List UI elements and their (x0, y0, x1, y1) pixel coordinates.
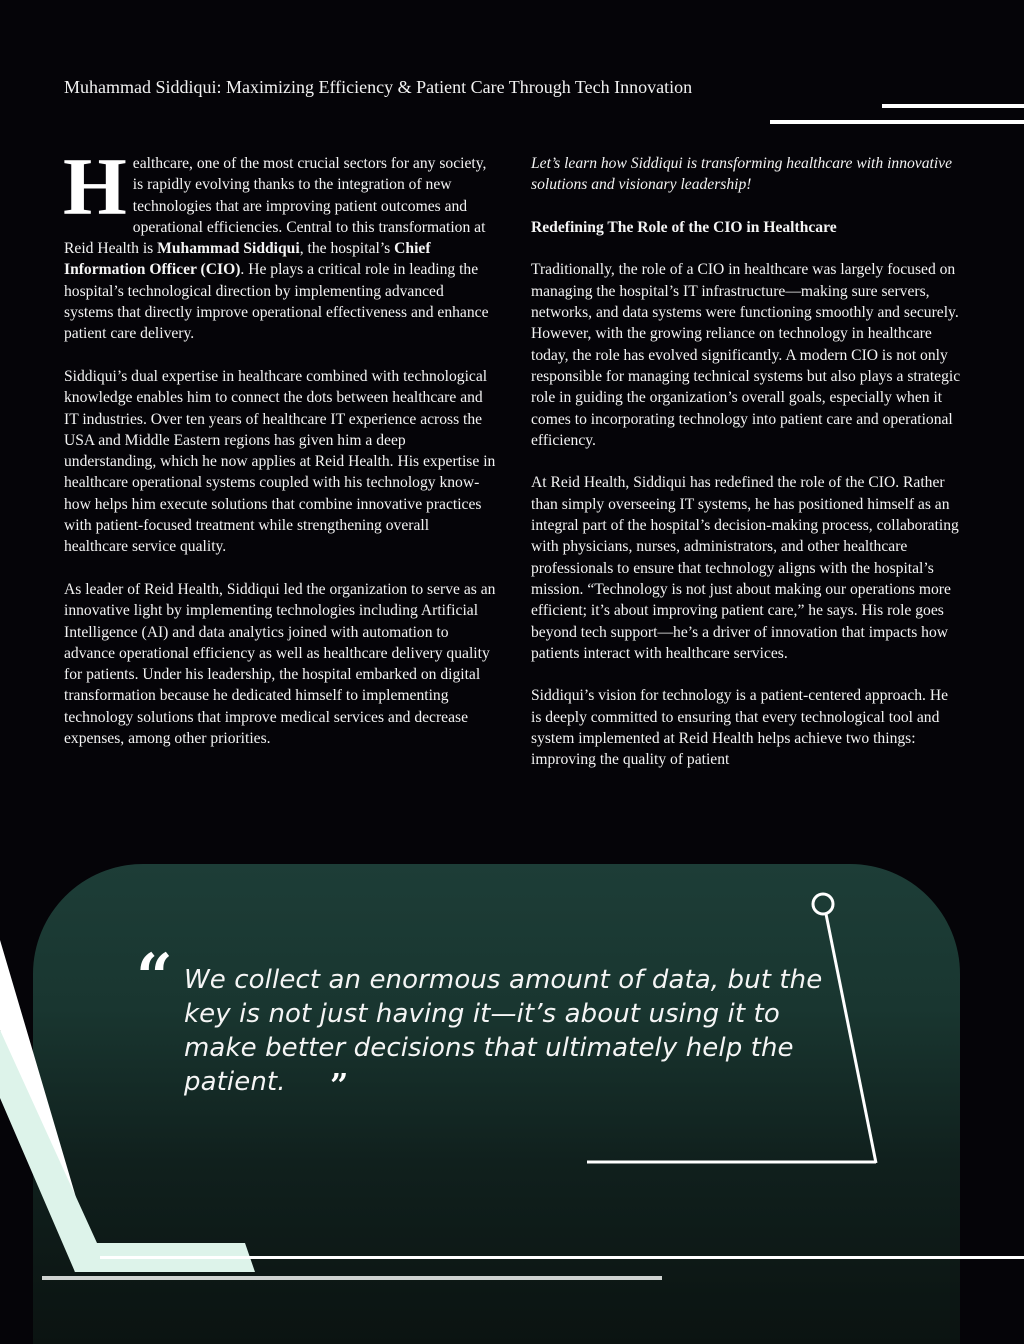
section-subheading: Redefining The Role of the CIO in Healthcare (531, 218, 837, 236)
pull-quote-text: We collect an enormous amount of data, but the key is not just having it—it’s about using it to make better decisions that ultimately help the patient. (184, 965, 823, 1097)
bottom-rule-right (100, 1256, 1024, 1259)
right-paragraph-2: At Reid Health, Siddiqui has redefined the role of the CIO. Rather than simply overseeing IT systems, he has positioned himself as an integral part of the hospital’s decision-making process, collaborating with physicians, nurses, administrators, and other healthcare professionals to ensure that technology aligns with the hospital’s mission. “Technology is not just about making our operations more efficient; it’s about improving patient care,” he says. His role goes beyond tech support—he’s a driver of innovation that impacts how patients interact with healthcare services. (531, 474, 959, 662)
drop-cap: H (63, 141, 127, 232)
left-p1-text-b: , the hospital’s (299, 240, 395, 258)
pin-line (826, 914, 876, 1163)
open-quote-icon: “ (136, 940, 173, 1015)
bottom-rule-left (42, 1276, 662, 1280)
article-header-title: Muhammad Siddiqui: Maximizing Efficiency & Patient Care Through Tech Innovation (64, 77, 693, 97)
right-paragraph-3: Siddiqui’s vision for technology is a patient-centered approach. He is deeply committed to ensuring that every technological tool and system implemented at Reid Health helps achieve two things: improving the quality of patient (531, 687, 949, 769)
intro-text: Let’s learn how Siddiqui is transforming healthcare with innovative solutions and visionary leadership! (531, 155, 953, 194)
cio-role: Chief Information Officer (CIO) (64, 240, 431, 279)
cio-name: Muhammad Siddiqui (157, 240, 300, 258)
left-p1-text-a: ealthcare, one of the most crucial sectors for any society, is rapidly evolving thanks to the integration of new technologies that are improving patient outcomes and operational efficiencies. Central to this transformation at Reid Health is (64, 155, 487, 258)
left-paragraph-3: As leader of Reid Health, Siddiqui led the organization to serve as an innovative light by implementing technologies including Artificial Intelligence (AI) and data analytics joined with automation to advance operational efficiency as well as healthcare delivery quality for patients. Under his leadership, the hospital embarked on digital transformation because he dedicated himself to implementing technology solutions that improve medical services and decrease expenses, among other priorities. (64, 580, 496, 748)
left-paragraph-2: Siddiqui’s dual expertise in healthcare combined with technological knowledge enables him to connect the dots between healthcare and IT industries. Over ten years of healthcare IT experience across the USA and Middle Eastern regions has given him a deep understanding, which he now applies at Reid Health. His expertise in healthcare operational systems coupled with his technology know-how helps him execute solutions that combine innovative practices with patient-focused treatment while strengthening overall healthcare service quality. (64, 367, 496, 556)
left-p1-text-c: . He plays a critical role in leading the hospital’s technological direction by implementing advanced systems that directly improve operational effectiveness and enhance patient care delivery. (64, 261, 489, 343)
close-quote-icon: ” (330, 1066, 349, 1104)
pin-circle (813, 894, 833, 914)
right-paragraph-1: Traditionally, the role of a CIO in healthcare was largely focused on managing the hospital’s IT infrastructure—making sure servers, networks, and data systems were functioning smoothly and securely. However, with the growing reliance on technology in healthcare today, the role has evolved significantly. A modern CIO is not only responsible for managing technical systems but also plays a strategic role in guiding the organization’s overall goals, especially when it comes to incorporating technology into patient care and operational efficiency. (531, 261, 961, 449)
